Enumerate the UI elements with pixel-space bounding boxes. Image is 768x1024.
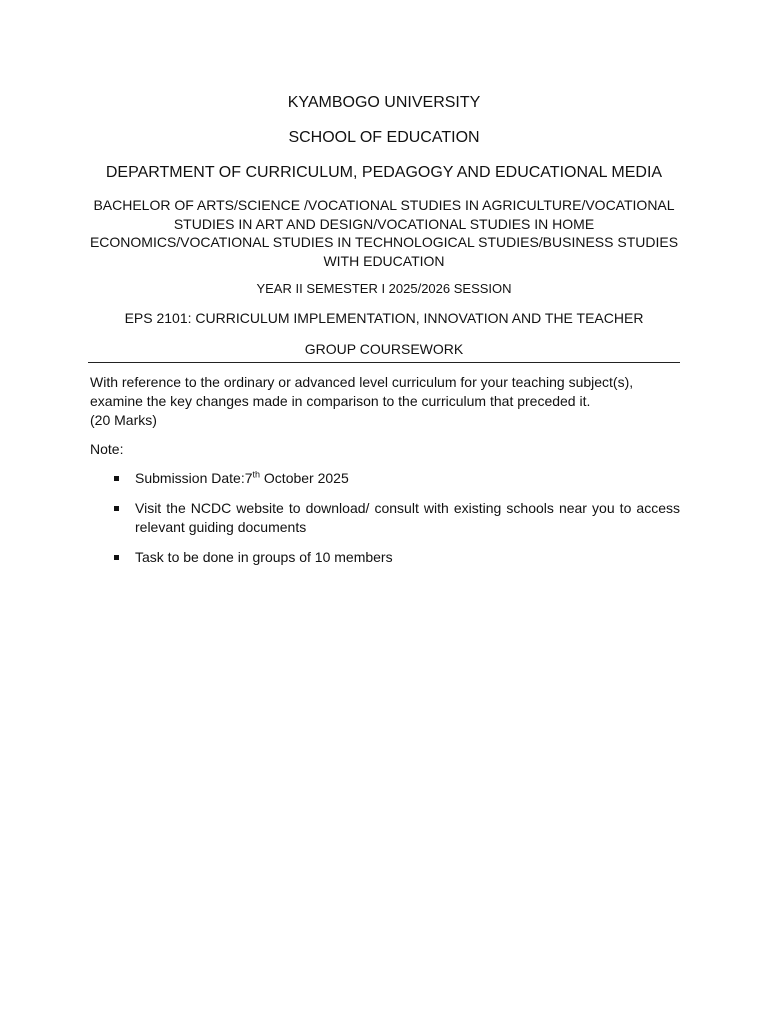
list-item-groups	[90, 548, 680, 567]
coursework-type: GROUP COURSEWORK	[304, 341, 464, 357]
list-item-ncdc	[90, 499, 680, 537]
submission-date-suffix: October 2025	[260, 470, 349, 486]
list-item-submission-date	[90, 469, 680, 488]
square-bullet-icon	[114, 506, 119, 511]
school-name: SCHOOL OF EDUCATION	[288, 129, 480, 146]
marks-label: (20 Marks)	[90, 412, 157, 428]
square-bullet-icon	[114, 476, 119, 481]
programme-title: BACHELOR OF ARTS/SCIENCE /VOCATIONAL STUDIES IN AGRICULTURE/VOCATIONAL STUDIES IN ART AND DESIGN/VOCATIONAL STUDIES IN HOME ECONOMICS/VOCATIONAL STUDIES IN TECHNOLOGICAL STUDIES/BUSINESS STUDIES WITH EDUCATION	[89, 197, 679, 270]
task-line: examine the key changes made in comparison to the curriculum that preceded it.	[90, 393, 591, 409]
ncdc-note: Visit the NCDC website to download/ consult with existing schools near you to access relevant guiding documents	[135, 500, 680, 535]
note-label: Note:	[90, 441, 124, 457]
submission-date-prefix: Submission Date:7	[135, 470, 253, 486]
course-title: EPS 2101: CURRICULUM IMPLEMENTATION, INNOVATION AND THE TEACHER	[124, 310, 644, 326]
department-name: DEPARTMENT OF CURRICULUM, PEDAGOGY AND EDUCATIONAL MEDIA	[105, 164, 663, 181]
task-description	[90, 373, 680, 430]
submission-date-ordinal: th	[252, 469, 261, 480]
square-bullet-icon	[114, 555, 119, 560]
task-line: With reference to the ordinary or advanced level curriculum for your teaching subject(s),	[90, 374, 634, 390]
header-divider	[88, 362, 680, 363]
notes-list	[90, 469, 680, 578]
year-session: YEAR II SEMESTER I 2025/2026 SESSION	[256, 281, 512, 296]
groups-note: Task to be done in groups of 10 members	[135, 549, 393, 565]
university-name: KYAMBOGO UNIVERSITY	[287, 94, 481, 111]
